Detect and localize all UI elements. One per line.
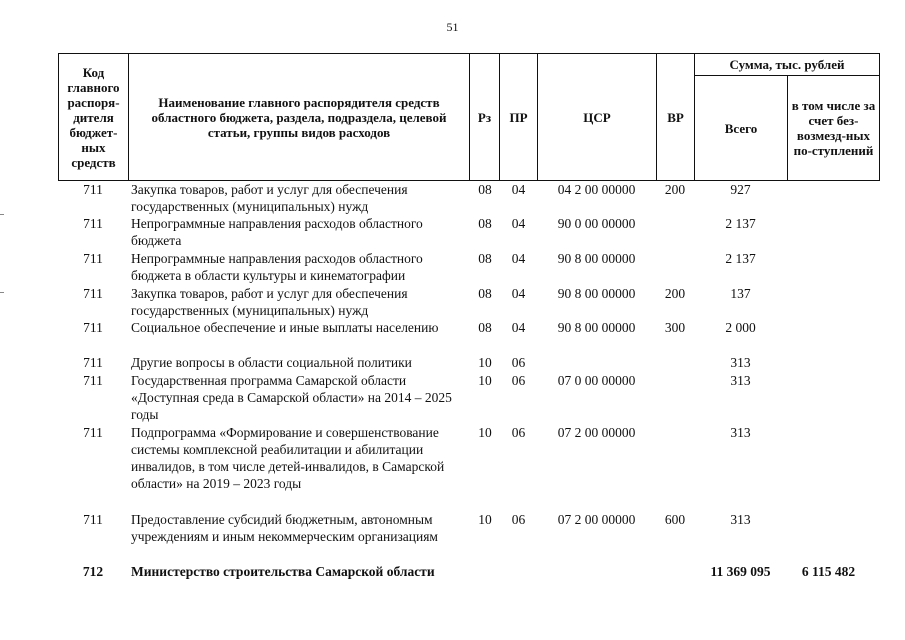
header-vr: ВР <box>667 109 684 125</box>
cell-total: 2 000 <box>725 320 756 335</box>
cell-name: Подпрограмма «Формирование и совершенствование системы комплексной реабилитации и абилитации инвалидов, в том числе детей-инвалидов, в Самарской области» на 2019 – 2023 годы <box>131 425 445 491</box>
cell-rz: 08 <box>478 320 492 335</box>
cell-name: Социальное обеспечение и иные выплаты населению <box>131 320 439 335</box>
cell-pr: 06 <box>511 373 526 388</box>
header-sum-group: Сумма, тыс. рублей <box>729 57 845 72</box>
cell-name: Государственная программа Самарской области «Доступная среда в Самарской области» на 2014 – 2025 годы <box>131 373 452 422</box>
cell-name: Непрограммные направления расходов областного бюджета <box>131 216 423 248</box>
cell-name: Министерство строительства Самарской области <box>131 564 435 579</box>
cell-code: 711 <box>83 320 103 335</box>
cell-total: 11 369 095 <box>710 564 771 579</box>
header-col-line <box>879 53 880 181</box>
cell-name: Закупка товаров, работ и услуг для обеспечения государственных (муниципальных) нужд <box>131 182 408 214</box>
cell-vr: 200 <box>664 182 686 197</box>
cell-total: 137 <box>730 286 751 301</box>
cell-pr: 06 <box>511 355 526 370</box>
cell-rz: 08 <box>478 182 492 197</box>
cell-pr: 06 <box>511 425 526 440</box>
page-number: 51 <box>446 20 459 34</box>
cell-code: 711 <box>83 216 103 231</box>
cell-free: 6 115 482 <box>801 564 856 579</box>
cell-pr: 04 <box>511 216 526 231</box>
cell-name: Закупка товаров, работ и услуг для обеспечения государственных (муниципальных) нужд <box>131 286 408 318</box>
cell-csr: 04 2 00 00000 <box>557 182 636 197</box>
cell-rz: 08 <box>478 251 492 266</box>
header-csr: ЦСР <box>583 109 611 125</box>
cell-rz: 10 <box>478 373 492 388</box>
cell-rz: 08 <box>478 216 492 231</box>
cell-total: 313 <box>730 512 751 527</box>
cell-rz: 10 <box>478 425 492 440</box>
cell-total: 313 <box>730 355 751 370</box>
cell-rz: 08 <box>478 286 492 301</box>
cell-total: 2 137 <box>725 251 756 266</box>
cell-name: Предоставление субсидий бюджетным, автономным учреждениям и иным некоммерческим организациям <box>131 512 438 544</box>
cell-csr: 90 8 00 00000 <box>557 251 636 266</box>
cell-code: 711 <box>83 251 103 266</box>
scan-margin-mark <box>0 214 4 215</box>
cell-name: Непрограммные направления расходов областного бюджета в области культуры и кинематографии <box>131 251 423 283</box>
cell-code: 711 <box>83 512 103 527</box>
cell-pr: 04 <box>511 251 526 266</box>
cell-pr: 04 <box>511 286 526 301</box>
cell-rz: 10 <box>478 512 492 527</box>
cell-vr: 600 <box>664 512 686 527</box>
header-name: Наименование главного распорядителя средств областного бюджета, раздела, подраздела, целевой статьи, группы видов расходов <box>151 94 447 140</box>
cell-vr: 200 <box>664 286 686 301</box>
cell-csr: 07 2 00 00000 <box>557 425 636 440</box>
cell-code: 711 <box>83 182 103 197</box>
header-free: в том числе за счет без-возмезд-ных по-ступлений <box>791 98 876 158</box>
scan-margin-mark <box>0 292 4 293</box>
cell-csr: 07 0 00 00000 <box>557 373 636 388</box>
cell-pr: 06 <box>511 512 526 527</box>
cell-code: 711 <box>83 373 103 388</box>
cell-vr: 300 <box>664 320 686 335</box>
cell-csr: 90 0 00 00000 <box>557 216 636 231</box>
cell-pr: 04 <box>511 320 526 335</box>
cell-name: Другие вопросы в области социальной политики <box>131 355 412 370</box>
header-rz: Рз <box>477 109 492 125</box>
cell-code: 711 <box>83 425 103 440</box>
cell-total: 927 <box>730 182 751 197</box>
cell-csr: 90 8 00 00000 <box>557 320 636 335</box>
header-code: Код главного распоря-дителя бюджет-ных средств <box>67 64 120 170</box>
header-pr: ПР <box>509 109 528 125</box>
cell-code: 712 <box>82 564 104 579</box>
cell-csr: 07 2 00 00000 <box>557 512 636 527</box>
cell-total: 313 <box>730 425 751 440</box>
cell-csr: 90 8 00 00000 <box>557 286 636 301</box>
cell-rz: 10 <box>478 355 492 370</box>
cell-pr: 04 <box>511 182 526 197</box>
cell-total: 2 137 <box>725 216 756 231</box>
cell-code: 711 <box>83 355 103 370</box>
cell-code: 711 <box>83 286 103 301</box>
header-total: Всего <box>724 120 758 136</box>
cell-total: 313 <box>730 373 751 388</box>
